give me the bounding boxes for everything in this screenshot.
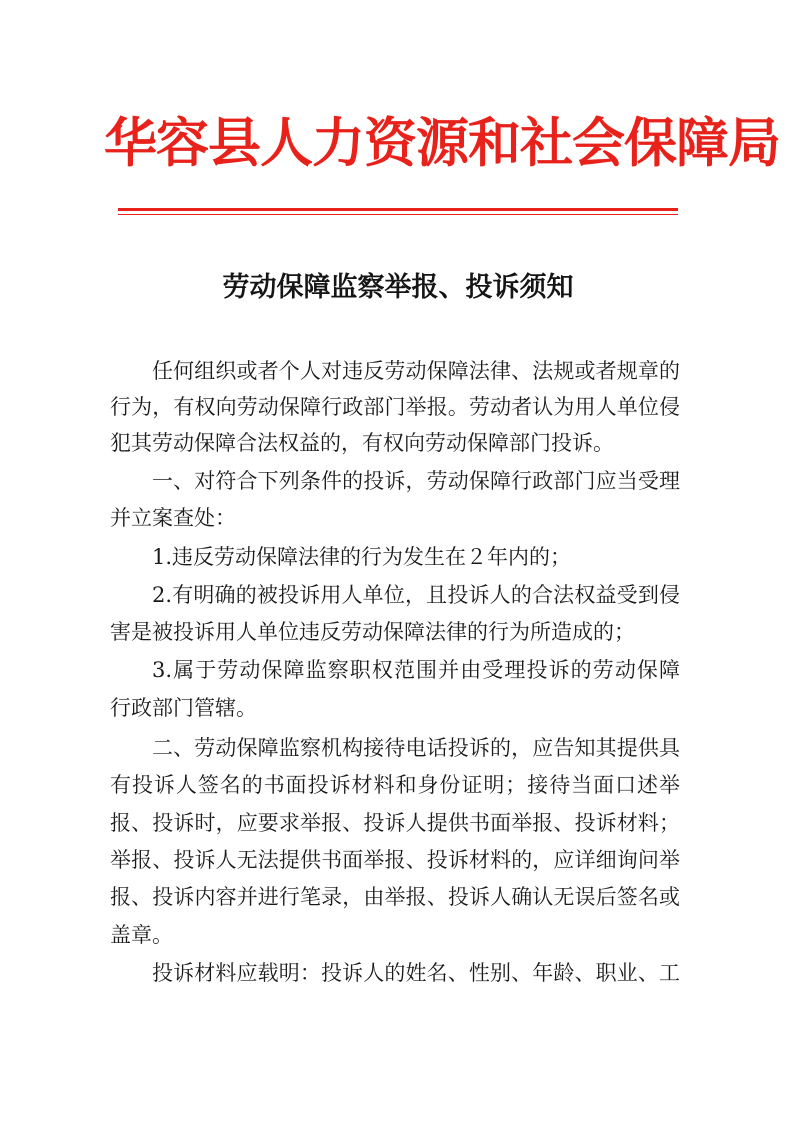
letterhead-rule-thin (118, 214, 678, 215)
agency-letterhead: 华容县人力资源和社会保障局 (104, 112, 780, 174)
body-line: 并立案查处： (110, 506, 236, 530)
body-line: 举报、投诉人无法提供书面举报、投诉材料的，应详细询问举 (110, 848, 680, 872)
body-line: 1.违反劳动保障法律的行为发生在２年内的； (152, 545, 572, 569)
body-line: 3.属于劳动保障监察职权范围并由受理投诉的劳动保障 (152, 658, 680, 682)
body-line: 报、投诉内容并进行笔录，由举报、投诉人确认无误后签名或 (110, 885, 680, 909)
body-line: 行政部门管辖。 (110, 696, 257, 720)
body-line: 一、对符合下列条件的投诉，劳动保障行政部门应当受理 (152, 469, 680, 493)
body-line: 投诉材料应载明：投诉人的姓名、性别、年龄、职业、工 (152, 961, 680, 985)
body-line: 报、投诉时，应要求举报、投诉人提供书面举报、投诉材料； (110, 811, 680, 835)
body-line: 盖章。 (110, 923, 173, 947)
body-line: 犯其劳动保障合法权益的，有权向劳动保障部门投诉。 (110, 431, 614, 455)
body-line: 任何组织或者个人对违反劳动保障法律、法规或者规章的 (152, 359, 680, 383)
body-line: 有投诉人签名的书面投诉材料和身份证明；接待当面口述举 (110, 773, 680, 797)
body-line: 行为，有权向劳动保障行政部门举报。劳动者认为用人单位侵 (110, 395, 680, 419)
body-line: 2.有明确的被投诉用人单位，且投诉人的合法权益受到侵 (152, 583, 680, 607)
letterhead-rule-thick (118, 208, 678, 211)
body-line: 害是被投诉用人单位违反劳动保障法律的行为所造成的； (110, 620, 635, 644)
body-line: 二、劳动保障监察机构接待电话投诉的，应告知其提供具 (152, 736, 680, 760)
document-title: 劳动保障监察举报、投诉须知 (222, 272, 574, 303)
